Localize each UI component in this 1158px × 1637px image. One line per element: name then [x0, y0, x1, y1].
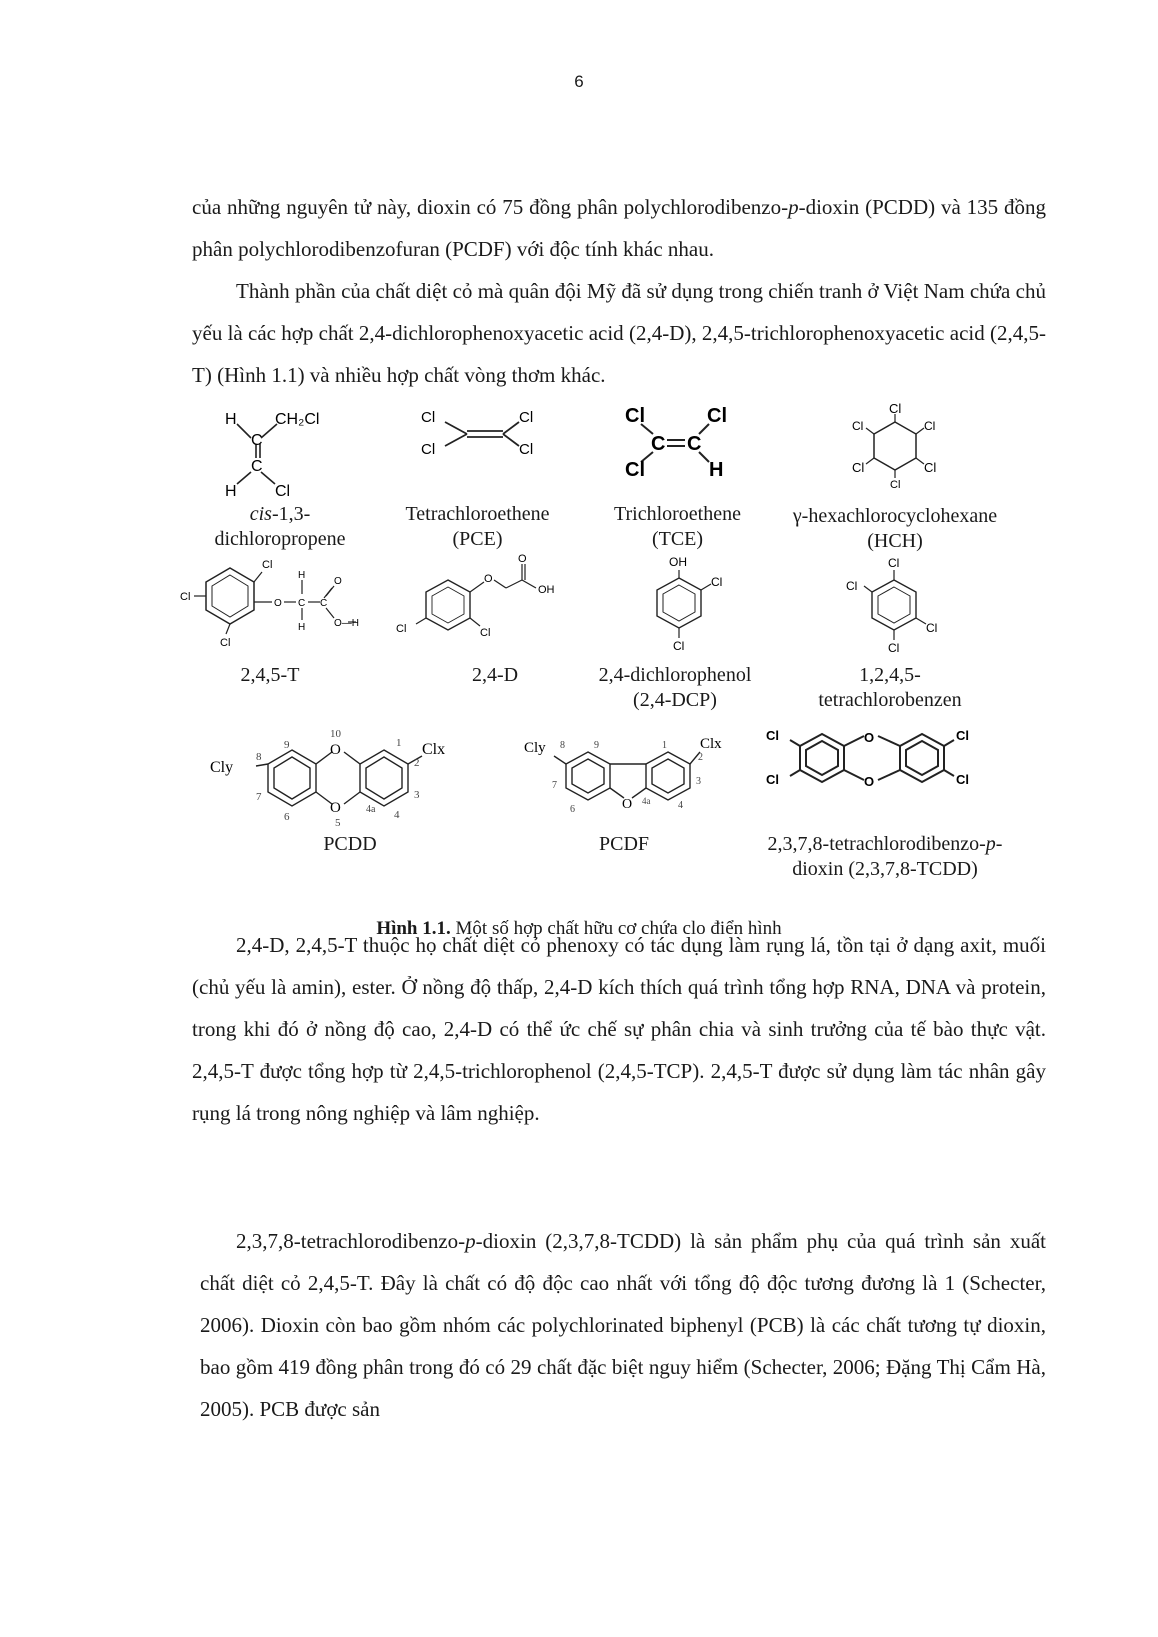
- atom-cl: Cl: [262, 559, 273, 571]
- cly-label: Cly: [524, 740, 546, 756]
- atom-c: C: [320, 598, 328, 609]
- paragraph-3: 2,4-D, 2,4,5-T thuộc họ chất diệt cỏ phenoxy có tác dụng làm rụng lá, tồn tại ở dạng axit, muối (chủ yếu là amin), ester. Ở nồng độ thấp, 2,4-D kích thích quá trình tổng hợp RNA, DNA và protein, trong khi đó ở nồng độ cao, 2,4-D có thể ức chế sự phân chia và sinh trưởng của tế bào thực vật. 2,4,5-T được tổng hợp từ 2,4,5-trichlorophenol (2,4,5-TCP). 2,4,5-T được sử dụng làm tác nhân gây rụng lá trong nông nghiệp và lâm nghiệp.: [192, 933, 1046, 1125]
- atom-cl: Cl: [421, 409, 436, 426]
- tce-line2: (TCE): [651, 528, 704, 550]
- caption-pce: [385, 502, 570, 552]
- atom-cl: Cl: [396, 623, 407, 635]
- atom-ch2cl: CH₂Cl: [275, 411, 320, 428]
- atom-o-h: O—H: [334, 618, 359, 629]
- pos-5: 5: [335, 817, 341, 829]
- pos-6: 6: [570, 804, 575, 815]
- atom-c: C: [251, 458, 263, 475]
- atom-o: O: [518, 553, 527, 565]
- pos-8: 8: [560, 740, 565, 751]
- pos-7: 7: [552, 780, 557, 791]
- atom-cl: Cl: [673, 639, 685, 653]
- clx-label: Clx: [422, 741, 446, 758]
- pcdf-structure: [518, 722, 758, 832]
- atom-cl: Cl: [220, 637, 231, 649]
- atom-cl: Cl: [275, 483, 291, 500]
- figure-1-1: [160, 400, 1060, 925]
- paragraph-1-text-a: của những nguyên tử này, dioxin có 75 đồng phân polychlorodibenzo-: [192, 195, 789, 219]
- cis-line2: dichloropropene: [214, 528, 346, 550]
- atom-c: C: [251, 432, 263, 449]
- caption-tcb: [800, 663, 980, 713]
- paragraph-4-text-a: 2,3,7,8-tetrachlorodibenzo-: [236, 1229, 466, 1253]
- atom-cl: Cl: [707, 405, 727, 427]
- pos-6: 6: [284, 811, 290, 823]
- atom-cl: Cl: [519, 441, 534, 458]
- caption-tce: [595, 502, 760, 552]
- clx-label: Clx: [700, 736, 722, 752]
- caption-hch: [775, 504, 1015, 554]
- atom-h: H: [709, 459, 724, 481]
- atom-o: O: [334, 576, 342, 587]
- paragraph-1: [192, 186, 1046, 396]
- pos-3: 3: [696, 776, 701, 787]
- pos-3: 3: [414, 789, 420, 801]
- tcb-line1: 1,2,4,5-: [859, 664, 921, 686]
- atom-cl: Cl: [519, 409, 534, 426]
- pos-9: 9: [284, 739, 290, 751]
- hch-structure: [840, 400, 950, 490]
- paragraph-4: [200, 1220, 1046, 1430]
- atom-cl: Cl: [852, 460, 865, 475]
- pos-4: 4: [678, 800, 683, 811]
- atom-c: C: [298, 598, 306, 609]
- figure-caption-text: Một số hợp chất hữu cơ chứa clo điển hình: [450, 918, 782, 939]
- tce-line1: Trichloroethene: [613, 503, 741, 525]
- atom-o: O: [330, 800, 341, 816]
- atom-cl: Cl: [625, 459, 645, 481]
- caption-pcdd: PCDD: [323, 833, 377, 855]
- atom-c: C: [687, 433, 702, 455]
- figure-caption-label: Hình 1.1.: [376, 918, 451, 939]
- pos-7: 7: [256, 791, 262, 803]
- paragraph-4-text-b: -dioxin (2,3,7,8-TCDD) là sản phẩm phụ của quá trình sản xuất chất diệt cỏ 2,4,5-T. Đây là chất có độ độc cao nhất với tổng độ độc tương đương là 1 (Schecter, 2006). Dioxin còn bao gồm nhóm các polychlorinated biphenyl (PCB) là các chất tương tự dioxin, bao gồm 419 đồng phân trong đó có 29 chất đặc biệt nguy hiểm (Schecter, 2006; Đặng Thị Cẩm Hà, 2005). PCB được sản: [200, 1229, 1046, 1421]
- atom-h: H: [225, 483, 237, 500]
- pos-1: 1: [396, 737, 402, 749]
- atom-cl: Cl: [888, 641, 900, 655]
- paragraph-1-text-b: -dioxin (PCDD) và 135 đồng phân polychlorodibenzofuran (PCDF) với độc tính khác nhau.: [192, 195, 1046, 261]
- pos-1: 1: [662, 740, 667, 751]
- pcdd-structure: [200, 722, 490, 832]
- atom-oh: OH: [538, 584, 555, 596]
- pce-line2: (PCE): [452, 528, 503, 550]
- tetrachloroethene-structure: [415, 400, 545, 470]
- atom-cl: Cl: [888, 556, 900, 570]
- atom-cl: Cl: [852, 419, 864, 433]
- pce-line1: Tetrachloroethene: [405, 503, 550, 525]
- atom-o: O: [864, 774, 875, 789]
- atom-cl: Cl: [926, 621, 938, 635]
- atom-cl: Cl: [956, 772, 969, 787]
- tcb-line2: tetrachlorobenzen: [818, 689, 962, 711]
- tcdd-line2: dioxin (2,3,7,8-TCDD): [792, 858, 978, 880]
- atom-cl: Cl: [711, 575, 723, 589]
- atom-cl: Cl: [625, 405, 645, 427]
- atom-cl: Cl: [846, 579, 858, 593]
- paragraph-1-italic-p: p: [788, 195, 799, 219]
- hch-line2: (HCH): [867, 530, 923, 552]
- atom-o: O: [274, 598, 282, 609]
- page-number: 6: [574, 72, 584, 91]
- tcdd-line1-b: -: [995, 833, 1003, 855]
- dcp-line2: (2,4-DCP): [633, 689, 717, 711]
- atom-h: H: [298, 622, 306, 633]
- cly-label: Cly: [210, 759, 234, 776]
- pos-4a: 4a: [366, 804, 376, 815]
- atom-cl: Cl: [766, 772, 779, 787]
- tcdd-line1-italic-p: p: [985, 833, 996, 855]
- atom-oh: OH: [669, 555, 687, 569]
- atom-h: H: [225, 411, 237, 428]
- caption-tcdd: [745, 832, 1025, 882]
- atom-o: O: [622, 797, 633, 812]
- tcdd-structure: [760, 718, 1010, 798]
- cis-italic: cis: [249, 503, 272, 525]
- paragraph-2: Thành phần của chất diệt cỏ mà quân đội Mỹ đã sử dụng trong chiến tranh ở Việt Nam chứa chủ yếu là các hợp chất 2,4-dichlorophenoxyacetic acid (2,4-D), 2,4,5-trichlorophenoxyacetic acid (2,4,5-T) (Hình 1.1) và nhiều hợp chất vòng thơm khác.: [192, 279, 1046, 387]
- dcp-line1: 2,4-dichlorophenol: [598, 664, 752, 686]
- atom-cl: Cl: [924, 460, 937, 475]
- pos-2: 2: [414, 757, 420, 769]
- cis-rest: -1,3-: [271, 503, 311, 525]
- dcp-structure: [625, 550, 745, 660]
- pos-8: 8: [256, 751, 262, 763]
- atom-cl: Cl: [956, 728, 969, 743]
- atom-cl: Cl: [889, 401, 902, 416]
- caption-245t: 2,4,5-T: [240, 664, 300, 686]
- cis-dichloropropene-structure: [215, 400, 345, 500]
- caption-cis-dichloropropene: [200, 502, 360, 552]
- caption-24d: 2,4-D: [471, 664, 519, 686]
- pos-4: 4: [394, 809, 400, 821]
- atom-c: C: [651, 433, 666, 455]
- caption-pcdf: PCDF: [598, 833, 650, 855]
- paragraph-4-italic-p: p: [465, 1229, 476, 1253]
- trichloroethene-structure: [615, 400, 745, 490]
- pos-4a: 4a: [642, 796, 651, 806]
- atom-cl: Cl: [924, 419, 936, 433]
- pos-10: 10: [330, 728, 341, 740]
- atom-cl: Cl: [480, 627, 491, 639]
- atom-cl: Cl: [766, 728, 779, 743]
- atom-o: O: [330, 742, 341, 758]
- pos-9: 9: [594, 740, 599, 751]
- atom-o: O: [864, 730, 875, 745]
- pos-2: 2: [698, 752, 703, 763]
- caption-dcp: [585, 663, 765, 713]
- tetrachlorobenzen-structure: [840, 550, 950, 660]
- t245-structure: [170, 550, 370, 660]
- atom-o: O: [484, 573, 493, 585]
- tcdd-line1-a: 2,3,7,8-tetrachlorodibenzo-: [767, 833, 986, 855]
- atom-cl: Cl: [421, 441, 436, 458]
- atom-cl: Cl: [890, 479, 901, 490]
- hch-line1: γ-hexachlorocyclohexane: [792, 505, 998, 527]
- atom-cl: Cl: [180, 591, 191, 603]
- atom-h: H: [298, 570, 306, 581]
- d24-structure: [390, 550, 570, 660]
